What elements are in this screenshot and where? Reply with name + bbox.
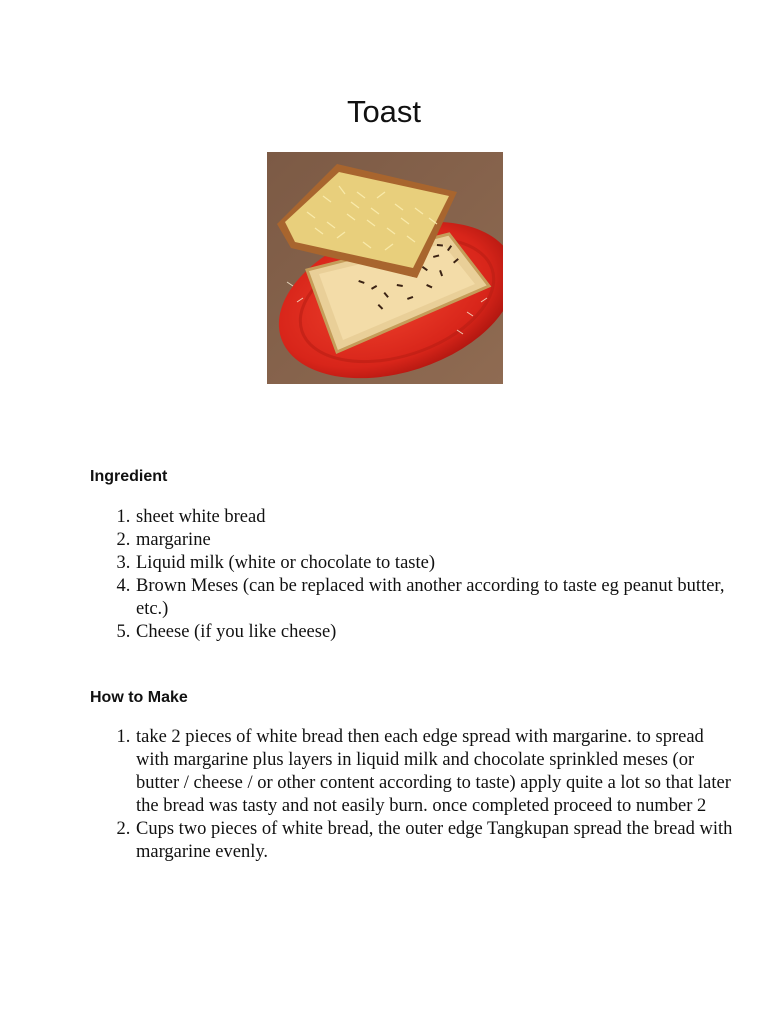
list-item: 5. Cheese (if you like cheese) [135, 621, 735, 644]
list-item: 2. margarine [135, 529, 735, 552]
list-item: 2. Cups two pieces of white bread, the outer edge Tangkupan spread the bread with margarine evenly. [135, 818, 735, 864]
list-item: 1. sheet white bread [135, 506, 735, 529]
how-to-make-list [90, 726, 735, 864]
how-to-make-heading: How to Make [90, 689, 188, 706]
list-item: 3. Liquid milk (white or chocolate to taste) [135, 552, 735, 575]
ingredient-list [90, 506, 735, 644]
page-title: Toast [346, 94, 422, 129]
toast-photo [267, 152, 503, 384]
list-item: 4. Brown Meses (can be replaced with another according to taste eg peanut butter, etc.) [135, 575, 735, 621]
ingredient-heading: Ingredient [90, 468, 168, 485]
list-item: 1. take 2 pieces of white bread then each edge spread with margarine. to spread with margarine plus layers in liquid milk and chocolate sprinkled meses (or butter / cheese / or other content according to taste) apply quite a lot so that later the bread was tasty and not easily burn. once completed proceed to number 2 [135, 726, 735, 818]
